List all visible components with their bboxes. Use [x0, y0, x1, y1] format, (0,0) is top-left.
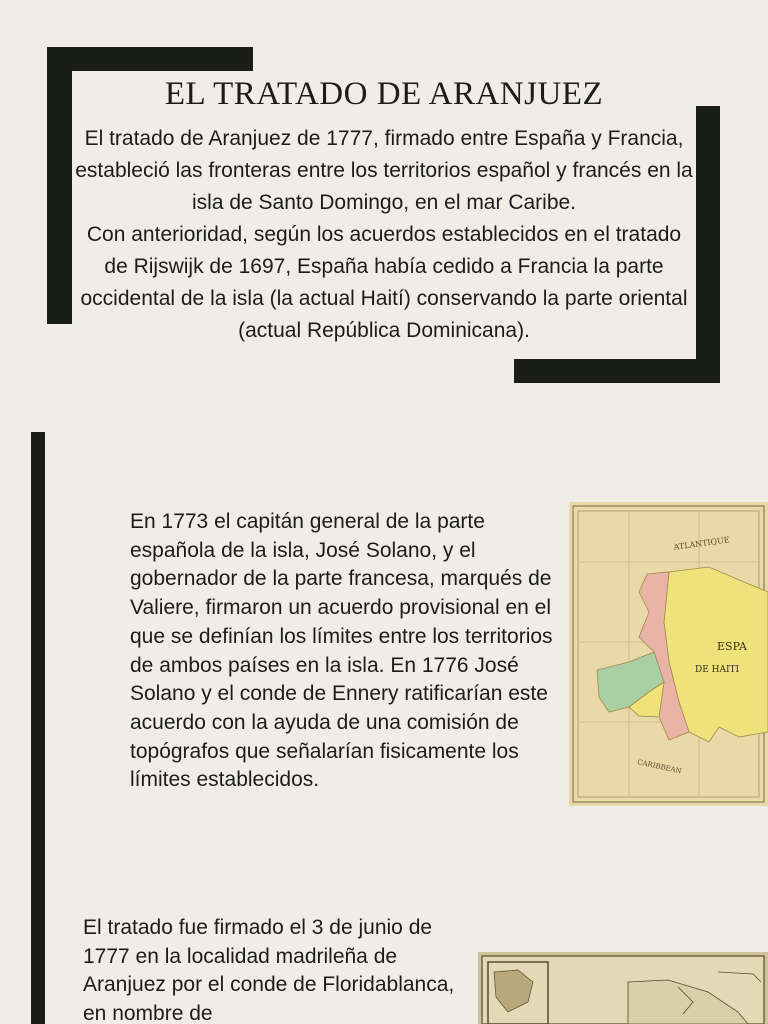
hispaniola-map-image: [569, 502, 768, 806]
slide-treaty: [0, 864, 768, 1024]
history-text: En 1773 el capitán general de la parte española de la isla, José Solano, y el gobernador de la parte francesa, marqués de Valiere, firmaron un acuerdo provisional en el que se definían los límites entre los territorios de ambos países en la isla. En 1776 José Solano y el conde de Ennery ratificarían este acuerdo con la ayuda de una comisión de topógrafos que señalarían fisicamente los límites establecidos.: [130, 510, 553, 792]
map-label-ocean: ATLANTIQUE: [673, 535, 731, 552]
frame-bracket-right: [696, 106, 720, 383]
slide-history: [0, 432, 768, 864]
accent-bar: [31, 432, 45, 864]
slide-title: [0, 0, 768, 432]
treaty-text: El tratado fue firmado el 3 de junio de 1777 en la localidad madrileña de Aranjuez por el conde de Floridablanca, en nombre de: [83, 916, 455, 1024]
frame-bracket-top-left: [47, 47, 253, 71]
map-label-espa: ESPA: [717, 640, 747, 653]
old-map-image: [478, 952, 768, 1024]
intro-text: [75, 123, 693, 347]
page-title: EL TRATADO DE ARANJUEZ: [164, 76, 604, 112]
map-label-sea: CARIBBEAN: [636, 758, 683, 776]
intro-paragraph-1: El tratado de Aranjuez de 1777, firmado entre España y Francia, estableció las fronteras entre los territorios español y francés en la isla de Santo Domingo, en el mar Caribe.: [75, 127, 693, 214]
intro-paragraph-2: Con anterioridad, según los acuerdos establecidos en el tratado de Rijswijk de 1697, España había cedido a Francia la parte occidental de la isla (la actual Haití) conservando la parte oriental (actual República Dominicana).: [80, 223, 688, 342]
map-label-haiti: DE HAITI: [695, 665, 740, 675]
accent-bar-2: [31, 864, 45, 1024]
frame-bracket-bottom-right: [514, 359, 720, 383]
